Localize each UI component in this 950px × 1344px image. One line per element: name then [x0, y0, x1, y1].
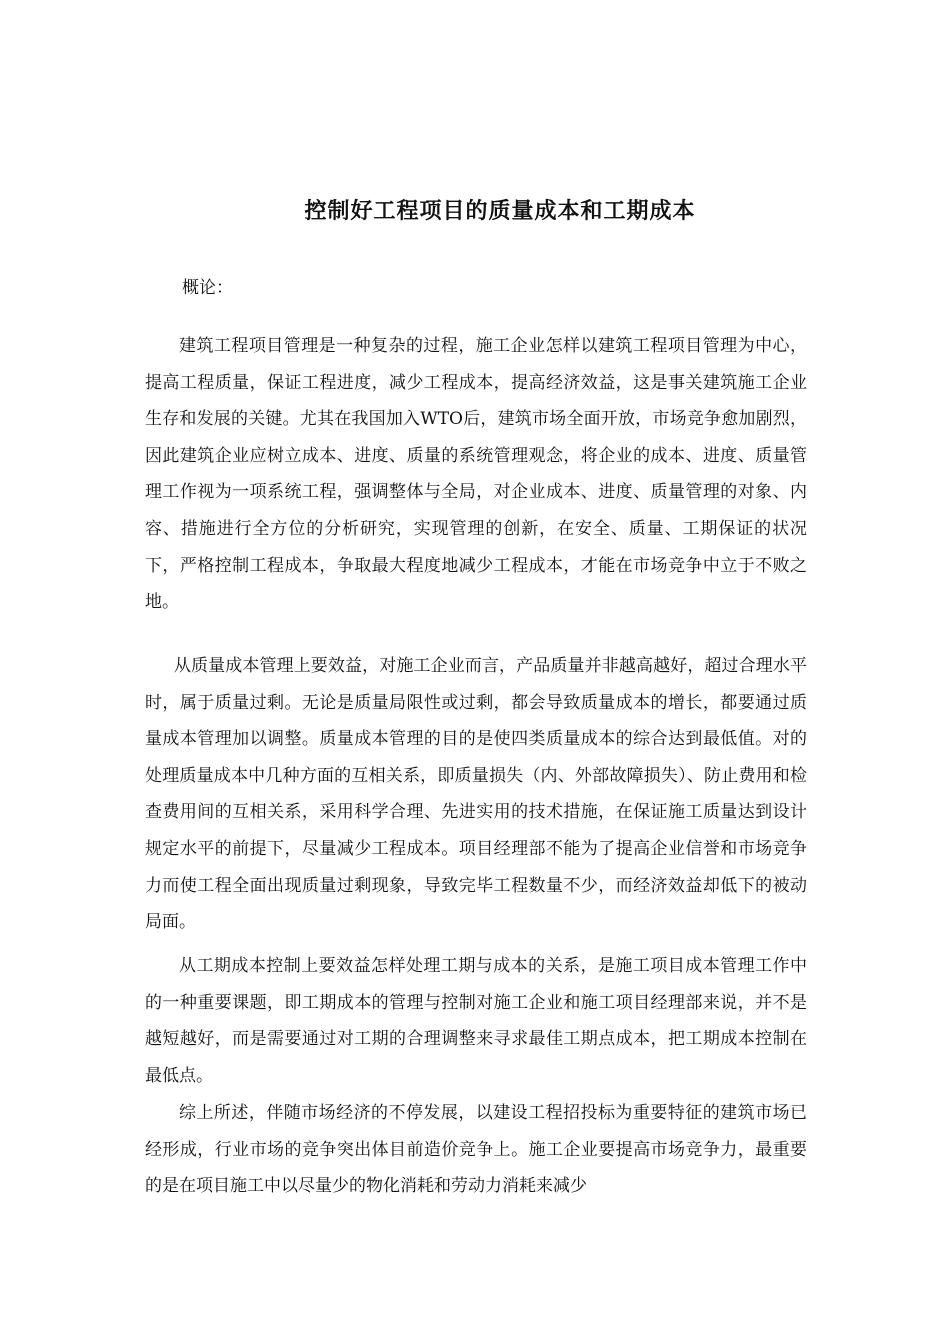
- overview-label: 概论：: [182, 278, 233, 298]
- paragraph-quality-cost: 从质量成本管理上要效益，对施工企业而言，产品质量并非越高越好，超过合理水平时，属于质量过剩。无论是质量局限性或过剩，都会导致质量成本的增长，都要通过质量成本管理加以调整。质量成本管理的目的是使四类质量成本的综合达到最低值。对的处理质量成本中几种方面的互相关系，即质量损失（内、外部故障损失）、防止费用和检查费用间的互相关系，采用科学合理、先进实用的技术措施，在保证施工质量达到设计规定水平的前提下，尽量减少工程成本。项目经理部不能为了提高企业信誉和市场竞争力而使工程全面出现质量过剩现象，导致完毕工程数量不少，而经济效益却低下的被动局面。: [145, 656, 807, 933]
- paragraph-schedule-cost: 从工期成本控制上要效益怎样处理工期与成本的关系，是施工项目成本管理工作中的一种重要课题，即工期成本的管理与控制对施工企业和施工项目经理部来说，并不是越短越好，而是需要通过对工期的合理调整来寻求最佳工期点成本，把工期成本控制在最低点。: [145, 956, 807, 1086]
- paragraph-summary: 综上所述，伴随市场经济的不停发展，以建设工程招投标为重要特征的建筑市场已经形成，行业市场的竞争突出体目前造价竞争上。施工企业要提高市场竞争力，最重要的是在项目施工中以尽量少的物化消耗和劳动力消耗来减少: [145, 1103, 807, 1197]
- paragraph-intro: 建筑工程项目管理是一种复杂的过程，施工企业怎样以建筑工程项目管理为中心，提高工程质量，保证工程进度，减少工程成本，提高经济效益，这是事关建筑施工企业生存和发展的关键。尤其在我国加入WTO后，建筑市场全面开放，市场竞争愈加剧烈，因此建筑企业应树立成本、进度、质量的系统管理观念，将企业的成本、进度、质量管理工作视为一项系统工程，强调整体与全局，对企业成本、进度、质量管理的对象、内容、措施进行全方位的分析研究，实现管理的创新，在安全、质量、工期保证的状况下，严格控制工程成本，争取最大程度地减少工程成本，才能在市场竞争中立于不败之地。: [145, 336, 807, 613]
- document-title: 控制好工程项目的质量成本和工期成本: [304, 199, 696, 224]
